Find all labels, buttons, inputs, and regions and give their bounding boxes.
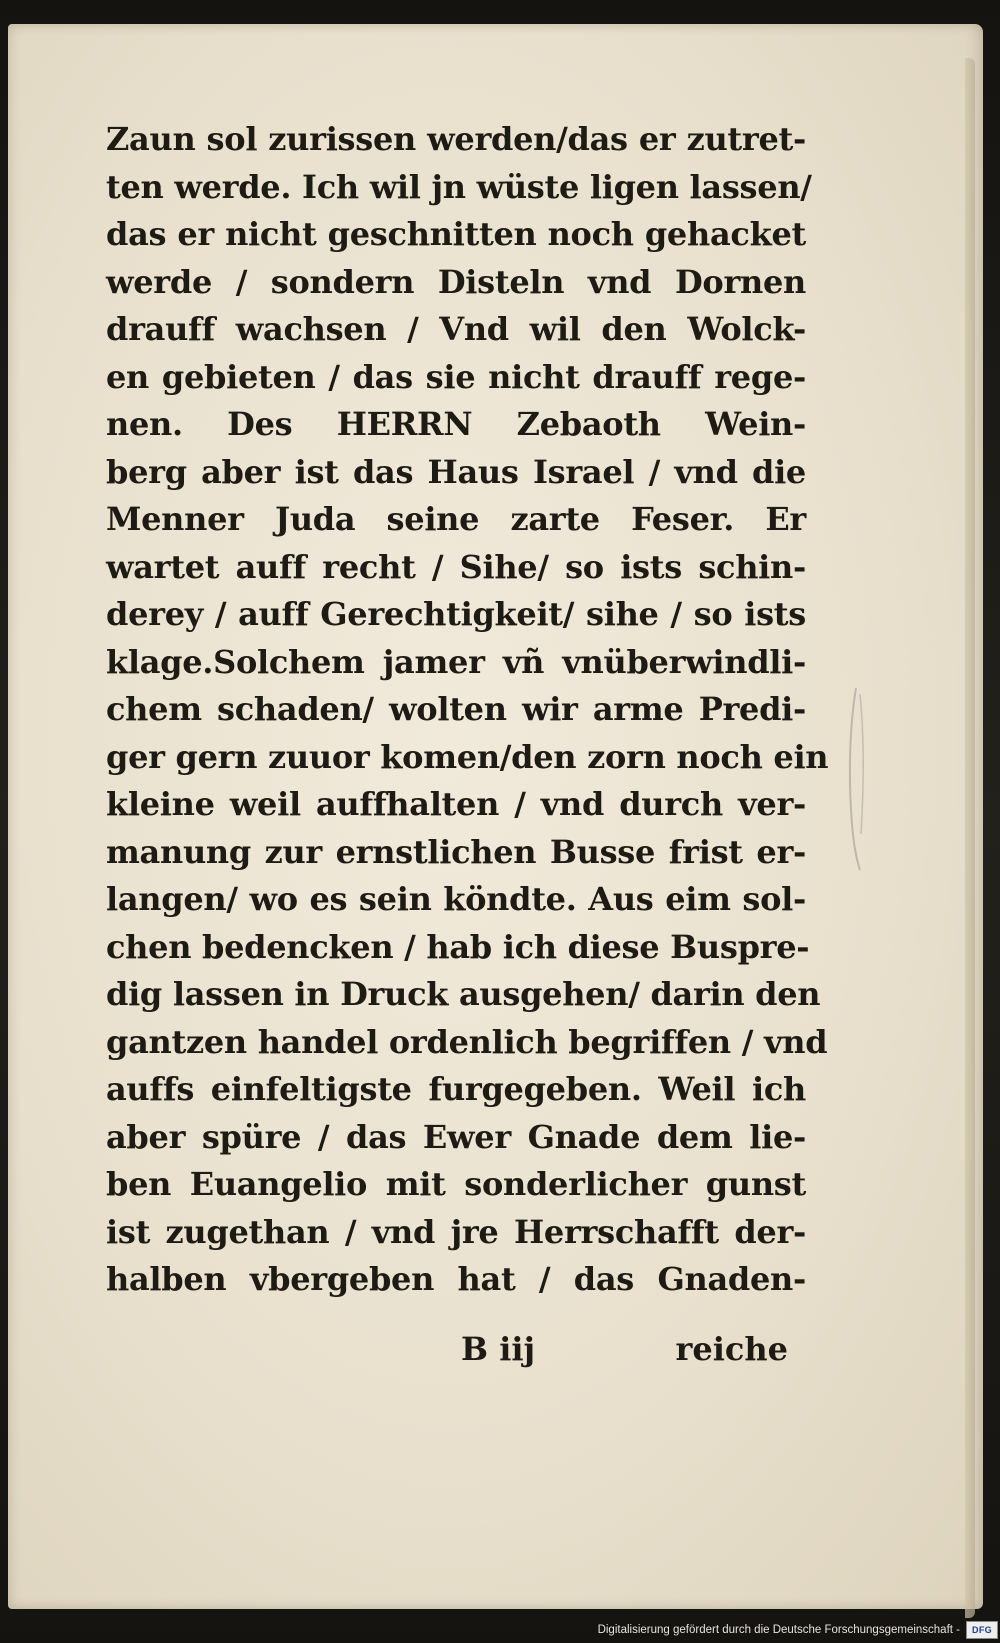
text-line: langen/ wo es sein köndte. Aus eim sol- bbox=[106, 880, 806, 918]
text-line: ger gern zuuor komen/den zorn noch ein bbox=[106, 737, 829, 776]
text-line: gantzen handel ordenlich begriffen / vnd bbox=[106, 1022, 828, 1061]
body-text bbox=[106, 116, 829, 1304]
page-edge bbox=[965, 58, 975, 1618]
dfg-logo-text: DFG bbox=[972, 1625, 992, 1635]
text-line: werde / sondern Disteln vnd Dornen bbox=[106, 262, 806, 301]
text-line: ben Euangelio mit sonderlicher gunst bbox=[106, 1165, 806, 1203]
text-line: wartet auff recht / Sihe/ so ists schin- bbox=[106, 547, 806, 586]
text-line: das er nicht geschnitten noch gehacket bbox=[106, 215, 806, 253]
text-line: manung zur ernstlichen Busse frist er- bbox=[106, 832, 806, 871]
text-line: ist zugethan / vnd jre Herrschafft der- bbox=[106, 1212, 806, 1251]
text-line: auffs einfeltigste furgegeben. Weil ich bbox=[106, 1070, 806, 1108]
text-line: Zaun sol zurissen werden/das er zutret- bbox=[106, 120, 806, 158]
text-line: klage.Solchem jamer vñ vnüberwindli- bbox=[106, 642, 806, 681]
text-line: dig lassen in Druck ausgehen/ darin den bbox=[106, 975, 821, 1013]
page-footer-line bbox=[106, 1330, 806, 1380]
text-line: halben vbergeben hat / das Gnaden- bbox=[106, 1260, 806, 1298]
text-line: ten werde. Ich wil jn wüste ligen lassen/ bbox=[106, 167, 812, 206]
funding-note: Digitalisierung gefördert durch die Deutsche Forschungsgemeinschaft - bbox=[597, 1624, 960, 1636]
text-line: chem schaden/ wolten wir arme Predi- bbox=[106, 690, 806, 728]
pencil-mark bbox=[840, 684, 870, 874]
text-line: derey / auff Gerechtigkeit/ sihe / so ists bbox=[106, 595, 806, 633]
book-page bbox=[8, 24, 983, 1609]
text-line: kleine weil auffhalten / vnd durch ver- bbox=[106, 785, 806, 823]
dfg-logo-icon bbox=[966, 1621, 998, 1639]
text-line: chen bedencken / hab ich diese Buspre- bbox=[106, 927, 810, 966]
signature-mark: B iij bbox=[461, 1330, 536, 1368]
text-line: berg aber ist das Haus Israel / vnd die bbox=[106, 452, 806, 491]
text-line: nen. Des HERRN Zebaoth Wein- bbox=[106, 405, 806, 443]
catchword: reiche bbox=[675, 1330, 788, 1368]
text-line: drauff wachsen / Vnd wil den Wolck- bbox=[106, 310, 806, 348]
text-line: Menner Juda seine zarte Feser. Er bbox=[106, 500, 806, 538]
text-line: en gebieten / das sie nicht drauff rege- bbox=[106, 357, 806, 396]
funding-banner bbox=[598, 1619, 998, 1641]
text-line: aber spüre / das Ewer Gnade dem lie- bbox=[106, 1117, 806, 1156]
